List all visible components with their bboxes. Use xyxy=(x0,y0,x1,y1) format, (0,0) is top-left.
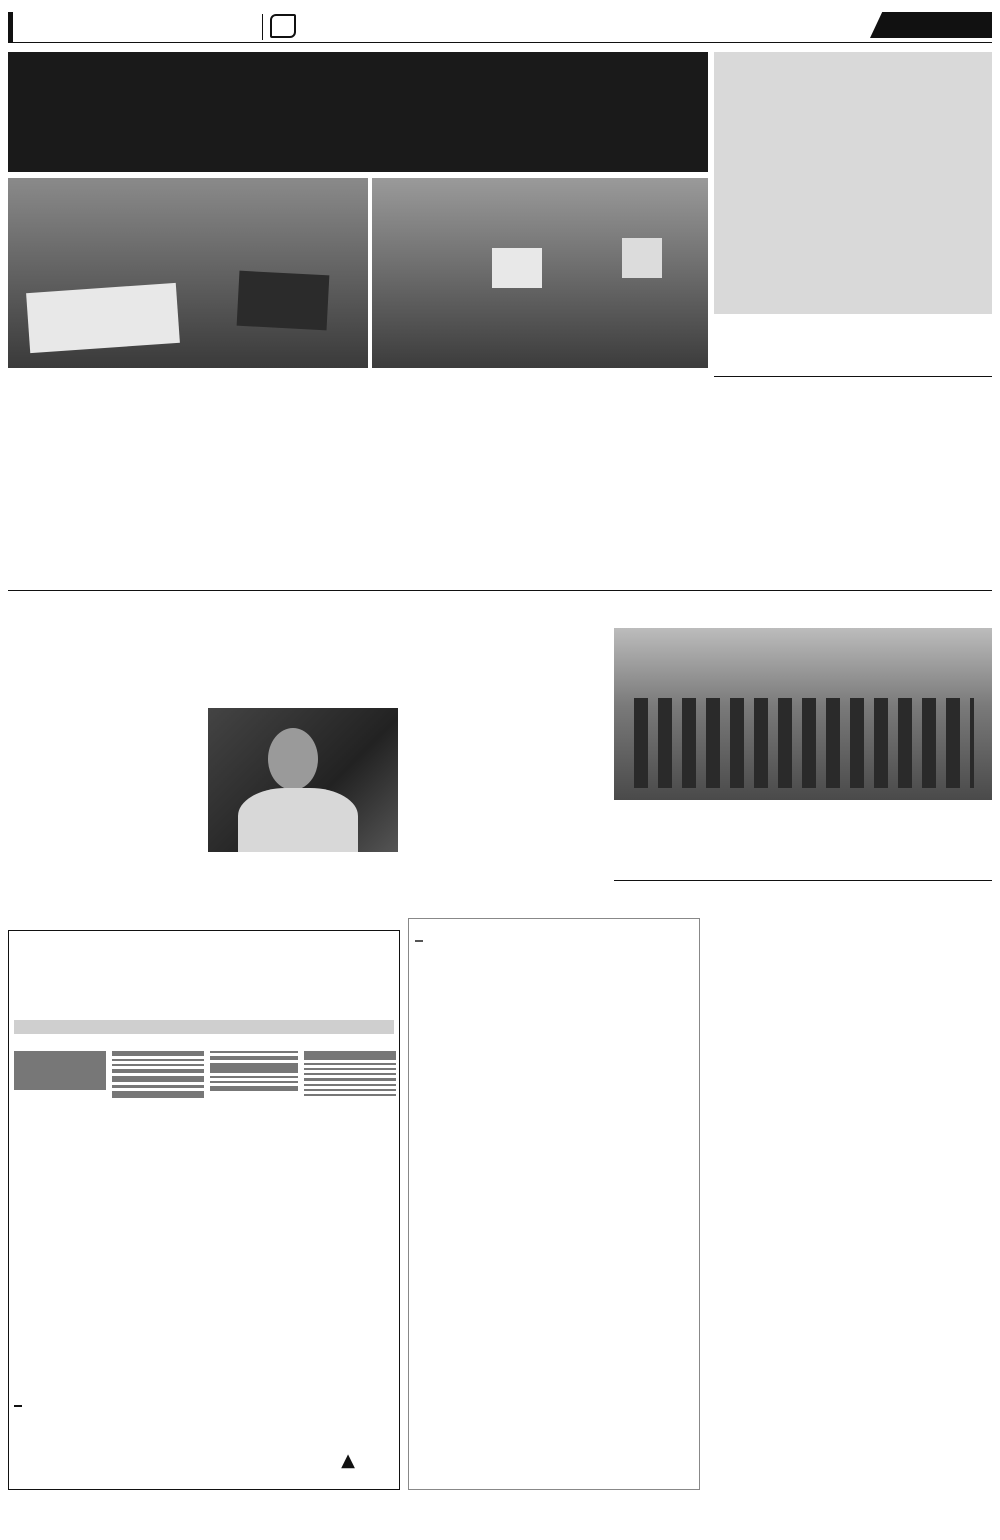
auction-group-table xyxy=(112,1064,204,1066)
school-col-1 xyxy=(706,1152,844,1352)
vehicle-year xyxy=(350,1059,396,1060)
auction-group-table xyxy=(304,1073,396,1075)
auto-col-2 xyxy=(856,144,986,310)
emr-logo-icon: ▲ xyxy=(341,1450,355,1471)
school-col-2 xyxy=(850,1152,992,1352)
auction-group-table xyxy=(112,1085,204,1088)
section-rule-1 xyxy=(8,590,992,591)
auction-row xyxy=(211,1072,298,1073)
header-rule xyxy=(8,42,992,43)
ad-terms xyxy=(14,1392,396,1446)
alankulam-col-2 xyxy=(806,806,992,876)
vehicle-reg xyxy=(113,1060,159,1061)
vehicle-year xyxy=(254,1072,298,1073)
vehicle-year xyxy=(254,1090,298,1091)
flour-col-2 xyxy=(850,960,992,1080)
ad-facebook-bar xyxy=(14,1020,394,1034)
vehicle-reg xyxy=(305,1085,351,1086)
flour-col-1 xyxy=(706,960,844,1080)
vehicle-reg xyxy=(305,1064,351,1065)
vehicle-year xyxy=(350,1064,396,1065)
auction-group-table xyxy=(304,1084,396,1086)
vehicle-year xyxy=(60,1089,106,1090)
auction-row xyxy=(15,1089,106,1090)
auction-group-table xyxy=(304,1063,396,1065)
alankulam-photo xyxy=(614,628,992,800)
auction-row xyxy=(305,1059,396,1060)
auction-row xyxy=(211,1059,298,1060)
president-photo xyxy=(208,708,398,852)
ad-column-2 xyxy=(112,1048,204,1388)
auction-row xyxy=(113,1072,204,1073)
auction-row xyxy=(113,1055,204,1056)
emr-logo xyxy=(300,1450,396,1488)
header-divider xyxy=(262,14,263,40)
auction-row xyxy=(113,1097,204,1098)
vehicle-reg xyxy=(113,1055,159,1056)
abans-logo xyxy=(18,1450,128,1486)
jobs-col-1 xyxy=(722,386,848,572)
vehicle-reg xyxy=(305,1090,351,1091)
auction-row xyxy=(305,1090,396,1091)
protest-placard xyxy=(492,248,542,288)
lead-col-4 xyxy=(534,374,708,546)
vehicle-year xyxy=(254,1052,298,1053)
auction-group-table xyxy=(210,1056,298,1060)
vehicle-year xyxy=(158,1072,204,1073)
auction-group-table xyxy=(304,1068,396,1070)
vehicle-reg xyxy=(211,1052,255,1053)
vehicle-year xyxy=(350,1095,396,1096)
auction-group-table xyxy=(112,1059,204,1061)
vehicle-reg xyxy=(305,1095,351,1096)
lead-col-1 xyxy=(8,386,176,546)
auction-row xyxy=(211,1077,298,1078)
vehicle-year xyxy=(254,1077,298,1078)
people-row xyxy=(634,698,974,788)
reservoir-col-1 xyxy=(706,1406,844,1490)
vehicle-reg xyxy=(211,1077,255,1078)
vehicle-reg xyxy=(15,1089,61,1090)
flour-rule xyxy=(614,880,992,881)
auction-group-table xyxy=(112,1069,204,1073)
auction-group-table xyxy=(210,1076,298,1078)
auction-group-table xyxy=(210,1086,298,1091)
jobs-col-2 xyxy=(856,386,990,572)
masthead-logo xyxy=(270,14,296,38)
auction-group-table xyxy=(304,1078,396,1081)
vehicle-year xyxy=(158,1097,204,1098)
vehicle-reg xyxy=(211,1082,255,1083)
vehicle-reg xyxy=(113,1087,159,1088)
vehicle-year xyxy=(254,1082,298,1083)
economy-col-1 xyxy=(8,708,200,908)
vehicle-year xyxy=(158,1055,204,1056)
auto-col-1 xyxy=(722,144,848,310)
economy-col-2 xyxy=(208,858,398,908)
vehicle-year xyxy=(350,1090,396,1091)
vehicle-reg xyxy=(211,1059,255,1060)
ad-terms-title xyxy=(14,1405,22,1407)
portrait-body xyxy=(238,788,358,852)
lead-photo-left xyxy=(8,178,368,368)
auction-row xyxy=(211,1090,298,1091)
vehicle-year xyxy=(158,1087,204,1088)
auction-group-table xyxy=(210,1051,298,1053)
lead-headline-box xyxy=(8,52,708,172)
auction-row xyxy=(113,1060,204,1061)
auction-row xyxy=(113,1065,204,1066)
vehicle-reg xyxy=(113,1072,159,1073)
auction-group-table xyxy=(304,1089,396,1091)
auction-group-table xyxy=(304,1051,396,1060)
ad-column-1 xyxy=(14,1048,106,1388)
section-tag-bg xyxy=(870,12,992,38)
vehicle-year xyxy=(158,1081,204,1082)
vehicle-reg xyxy=(211,1072,255,1073)
vehicle-year xyxy=(254,1059,298,1060)
auction-row xyxy=(305,1085,396,1086)
auction-row xyxy=(113,1081,204,1082)
auction-row xyxy=(113,1087,204,1088)
vehicle-reg xyxy=(113,1081,159,1082)
vehicle-reg xyxy=(305,1059,351,1060)
vehicle-reg xyxy=(305,1069,351,1070)
alankulam-col-1 xyxy=(614,818,800,876)
reservoir-col-2 xyxy=(850,1392,992,1490)
notice-label xyxy=(415,940,423,942)
page-header xyxy=(0,0,1000,44)
vehicle-year xyxy=(350,1080,396,1081)
lead-photo-right xyxy=(372,178,708,368)
header-left-bar xyxy=(8,12,13,42)
auction-row xyxy=(305,1074,396,1075)
portrait-head xyxy=(268,728,318,790)
protest-banner-2 xyxy=(237,271,330,331)
auction-group-table xyxy=(210,1081,298,1083)
auction-row xyxy=(305,1095,396,1096)
auction-group-table xyxy=(14,1051,106,1090)
auction-row xyxy=(211,1052,298,1053)
jobs-rule xyxy=(714,376,992,377)
lead-col-3 xyxy=(358,374,528,546)
vehicle-reg xyxy=(113,1065,159,1066)
vehicle-reg xyxy=(211,1090,255,1091)
auction-row xyxy=(211,1082,298,1083)
auction-group-table xyxy=(112,1076,204,1082)
hnb-notice xyxy=(408,918,700,1490)
auction-row xyxy=(305,1069,396,1070)
vehicle-reg xyxy=(305,1080,351,1081)
auction-group-table xyxy=(112,1051,204,1056)
economy-col-3 xyxy=(406,708,604,916)
vehicle-year xyxy=(350,1085,396,1086)
auction-group-table xyxy=(304,1094,396,1096)
vehicle-year xyxy=(158,1060,204,1061)
protest-placard-2 xyxy=(622,238,662,278)
auction-group-table xyxy=(112,1091,204,1098)
vehicle-year xyxy=(350,1074,396,1075)
vehicle-reg xyxy=(305,1074,351,1075)
auction-group-table xyxy=(210,1063,298,1073)
ad-column-4 xyxy=(304,1048,396,1388)
vehicle-reg xyxy=(113,1097,159,1098)
ad-column-3 xyxy=(210,1048,298,1388)
auction-row xyxy=(305,1080,396,1081)
vehicle-year xyxy=(158,1065,204,1066)
auction-row xyxy=(305,1064,396,1065)
vehicle-year xyxy=(350,1069,396,1070)
protest-banner xyxy=(26,283,180,353)
lead-col-2 xyxy=(182,374,352,546)
